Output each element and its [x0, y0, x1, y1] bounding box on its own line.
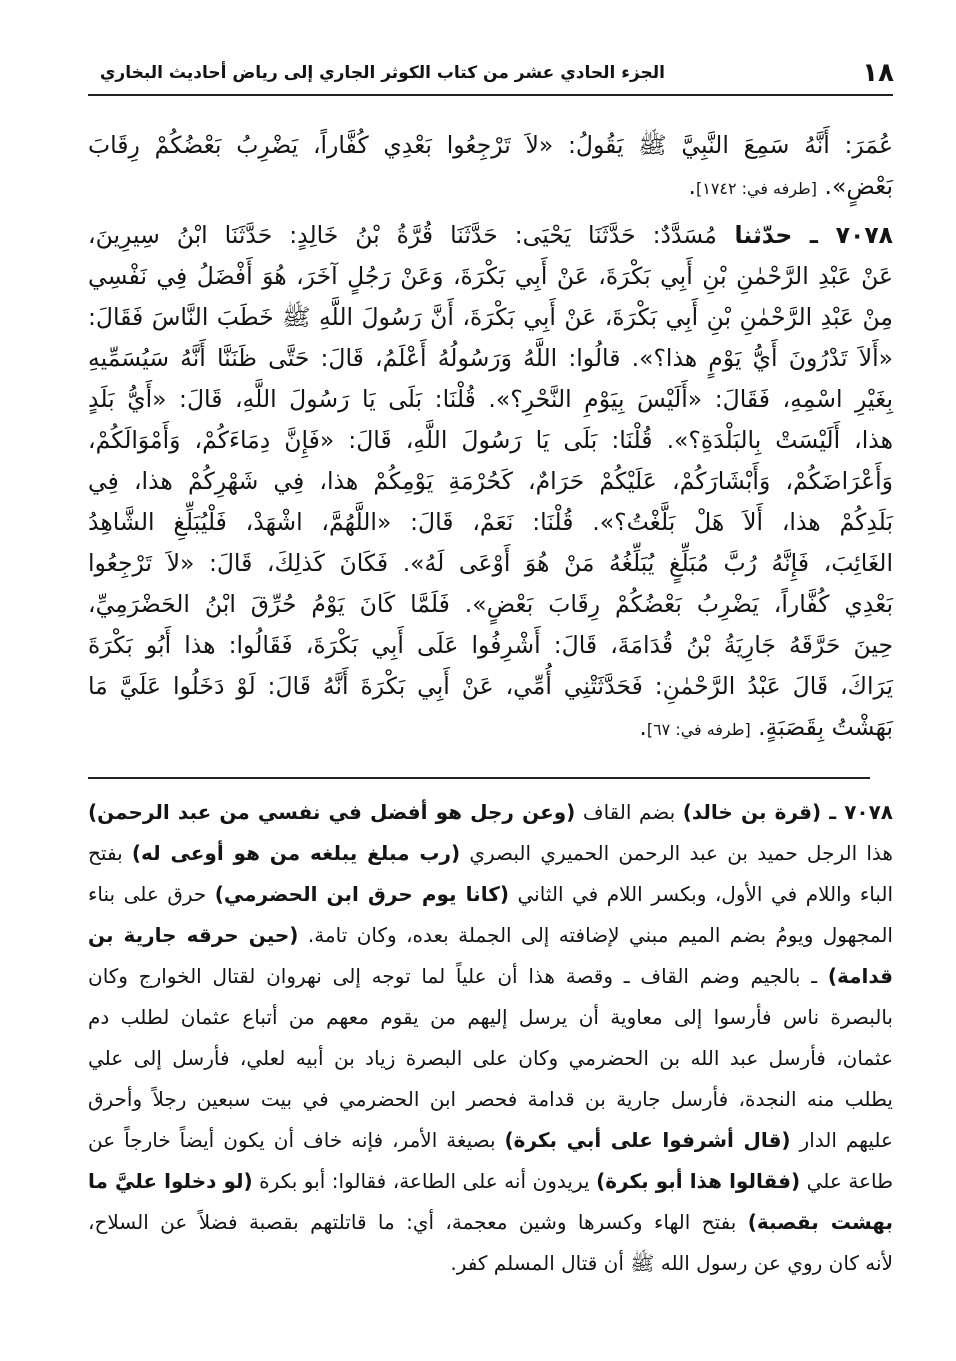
text-run: «أَلاَ تَدْرُونَ أَيُّ يَوْمٍ هذا؟». قالُوا: اللَّهُ وَرَسُولُهُ أَعْلَمُ، قَالَ: حَتَّى ظَنَنَّا أَنَّهُ سَيُسَمِّيهِ: [88, 344, 893, 372]
bold-text-run: (قال أشرفوا على أبي بكرة): [504, 1128, 791, 1152]
commentary-line: [88, 1079, 893, 1120]
hadith-line: [88, 707, 893, 748]
hadith-line: [88, 584, 893, 625]
bold-text-run: (وعن رجل هو أفضل في نفسي من عبد الرحمن): [88, 800, 576, 824]
text-run: ـ بالجيم وضم القاف ـ وقصة هذا أن علياً لما توجه إلى نهروان لقتال الخوارج وكان: [88, 964, 828, 988]
hadith-line: [88, 256, 893, 297]
text-run: طاعة علي: [800, 1169, 894, 1193]
bold-text-run: قدامة): [827, 964, 893, 988]
hadith-line: [88, 166, 893, 207]
text-run: بَعْدِي كُفَّاراً، يَضْرِبُ بَعْضُكُمْ رِقَابَ بَعْضٍ». فَلَمَّا كَانَ يَوْمُ حُرِّقَ ابْنُ الحَضْرَمِيِّ،: [88, 590, 893, 618]
hadith-line: [88, 125, 893, 166]
text-run: حِينَ حَرَّقَهُ جَارِيَةُ بْنُ قُدَامَةَ، قَالَ: أَشْرِفُوا عَلَى أَبِي بَكْرَةَ، فَقَالُوا: هذا أَبُو بَكْرَةَ: [88, 631, 893, 659]
commentary-line: [88, 1161, 893, 1202]
commentary-line: [88, 1202, 893, 1243]
text-run: مُسَدَّدٌ: حَدَّثَنَا يَحْيَى: حَدَّثَنَا قُرَّةُ بْنُ خَالِدٍ: حَدَّثَنَا ابْنُ سِيرِينَ،: [88, 221, 717, 249]
text-run: .: [688, 172, 697, 200]
hadith-line: [88, 461, 893, 502]
commentary-line: [88, 792, 893, 833]
text-run: عثمان، فأرسل عبد الله بن الحضرمي وكان على البصرة زياد بن أبيه لعلي، فأرسل إلى علي: [88, 1046, 893, 1070]
hadith-paragraph: [88, 125, 893, 207]
text-run: .: [639, 713, 647, 741]
text-run: عَنْ عَبْدِ الرَّحْمٰنِ بْنِ أَبِي بَكْرَةَ، عَنْ أَبِي بَكْرَةَ، وَعَنْ رَجُلٍ آخَرَ، هُوَ أَفْضَلُ فِي نَفْسِي: [88, 262, 893, 290]
bold-text-run: ٧٠٧٨ ـ (قرة بن خالد): [682, 800, 894, 824]
footnote-separator: [88, 777, 870, 779]
bold-text-run: بهشت بقصبة): [747, 1210, 894, 1234]
text-run: بِغَيْرِ اسْمِهِ، فَقَالَ: «أَلَيْسَ بِيَوْمِ النَّحْرِ؟». قُلْنَا: بَلَى يَا رَسُولَ اللَّهِ، قَالَ: «أَيُّ بَلَدٍ: [88, 385, 893, 413]
text-run: المجهول ويومُ بضم الميم مبني لإضافته إلى الجملة بعده، وكان تامة.: [298, 923, 893, 947]
running-title: الجزء الحادي عشر من كتاب الكوثر الجاري إلى رياض أحاديث البخاري: [99, 63, 665, 83]
bold-text-run: ٧٠٧٨ ـ حدّثنا: [716, 221, 894, 249]
commentary-line: [88, 833, 893, 874]
cross-reference: [طرفه في: ١٧٤٢]: [696, 179, 817, 198]
text-run: هذا الرجل حميد بن عبد الرحمن الحميري البصري: [460, 841, 893, 865]
text-run: عُمَرَ: أَنَّهُ سَمِعَ النَّبِيَّ ﷺ يَقُولُ: «لاَ تَرْجِعُوا بَعْدِي كُفَّاراً، يَضْرِبُ بَعْضُكُمْ رِقَابَ: [88, 131, 893, 159]
text-run: يريدون أنه على الطاعة، فقالوا: أبو بكرة: [252, 1169, 597, 1193]
commentary-text: [88, 792, 893, 1284]
bold-text-run: (حين حرقه جارية بن: [88, 923, 299, 947]
cross-reference: [طرفه في: ٦٧]: [646, 720, 751, 739]
hadith-line: [88, 543, 893, 584]
hadith-line: [88, 297, 893, 338]
hadith-line: [88, 215, 893, 256]
text-run: بَهَشْتُ بِقَصَبَةٍ.: [750, 713, 893, 741]
commentary-line: [88, 997, 893, 1038]
bold-text-run: (رب مبلغ يبلغه من هو أوعى له): [131, 841, 461, 865]
commentary-line: [88, 1120, 893, 1161]
commentary-line: [88, 915, 893, 956]
text-run: بصيغة الأمر، فإنه خاف أن يكون أيضاً خارجاً عن: [88, 1128, 505, 1152]
hadith-line: [88, 502, 893, 543]
commentary-line: [88, 874, 893, 915]
header-rule: [88, 94, 893, 96]
hadith-text: [88, 125, 893, 748]
text-run: مِنْ عَبْدِ الرَّحْمٰنِ بْنِ أَبِي بَكْرَةَ، عَنْ أَبِي بَكْرَةَ، أَنَّ رَسُولَ اللَّهِ ﷺ خَطَبَ النَّاسَ فَقَالَ:: [88, 303, 893, 331]
commentary-line: [88, 1038, 893, 1079]
text-run: يَرَاكَ، قَالَ عَبْدُ الرَّحْمٰنِ: فَحَدَّثَتْنِي أُمِّي، عَنْ أَبِي بَكْرَةَ أَنَّهُ قَالَ: لَوْ دَخَلُوا عَلَيَّ مَا: [88, 672, 893, 700]
hadith-line: [88, 379, 893, 420]
text-run: بَلَدِكُمْ هذا، أَلاَ هَلْ بَلَّغْتُ؟». قُلْنَا: نَعَمْ، قَالَ: «اللَّهُمَّ، اشْهَدْ، فَلْيُبَلِّغِ الشَّاهِدُ: [88, 508, 893, 536]
hadith-paragraph: [88, 215, 893, 748]
text-run: بالبصرة ناس فأرسوا إلى معاوية أن يرسل إليهم من يقوم معهم من أتباع عثمان لطلب دم: [88, 1005, 893, 1029]
text-run: بضم القاف: [575, 800, 683, 824]
bold-text-run: (فقالوا هذا أبو بكرة): [596, 1169, 801, 1193]
commentary-paragraph: [88, 792, 893, 1284]
text-run: بَعْضٍ».: [817, 172, 893, 200]
text-run: يطلب منه النجدة، فأرسل جارية بن قدامة فحصر ابن الحضرمي في بيت سبعين رجلاً وأحرق: [88, 1087, 893, 1111]
hadith-line: [88, 420, 893, 461]
text-run: حرق على بناء: [88, 882, 215, 906]
page-number: ١٨: [862, 58, 894, 88]
commentary-line: [88, 956, 893, 997]
text-run: عليهم الدار: [790, 1128, 893, 1152]
text-run: الباء واللام في الأول، وبكسر اللام في الثاني: [508, 882, 893, 906]
hadith-line: [88, 625, 893, 666]
text-run: هذا، أَلَيْسَتْ بِالبَلْدَةِ؟». قُلْنَا: بَلَى يَا رَسُولَ اللَّهِ، قَالَ: «فَإِنَّ دِمَاءَكُمْ، وَأَمْوَالَكُمْ،: [88, 426, 893, 454]
text-run: بفتح: [88, 841, 132, 865]
bold-text-run: (كانا يوم حرق ابن الحضرمي): [214, 882, 509, 906]
text-run: لأنه كان روي عن رسول الله ﷺ أن قتال المسلم كفر.: [450, 1251, 893, 1275]
text-run: الغَائِبَ، فَإِنَّهُ رُبَّ مُبَلِّغٍ يُبَلِّغُهُ مَنْ هُوَ أَوْعَى لَهُ». فَكَانَ كَذلِكَ، قَالَ: «لاَ تَرْجِعُوا: [88, 549, 893, 577]
hadith-line: [88, 338, 893, 379]
hadith-line: [88, 666, 893, 707]
text-run: وَأَعْرَاضَكُمْ، وَأَبْشَارَكُمْ، عَلَيْكُمْ حَرَامٌ، كَحُرْمَةِ يَوْمِكُمْ هذا، فِي شَهْرِكُمْ هذا، فِي: [88, 467, 893, 495]
commentary-line: [88, 1243, 893, 1284]
bold-text-run: (لو دخلوا عليَّ ما: [88, 1169, 253, 1193]
text-run: بفتح الهاء وكسرها وشين معجمة، أي: ما قاتلتهم بقصبة فضلاً عن السلاح،: [88, 1210, 748, 1234]
